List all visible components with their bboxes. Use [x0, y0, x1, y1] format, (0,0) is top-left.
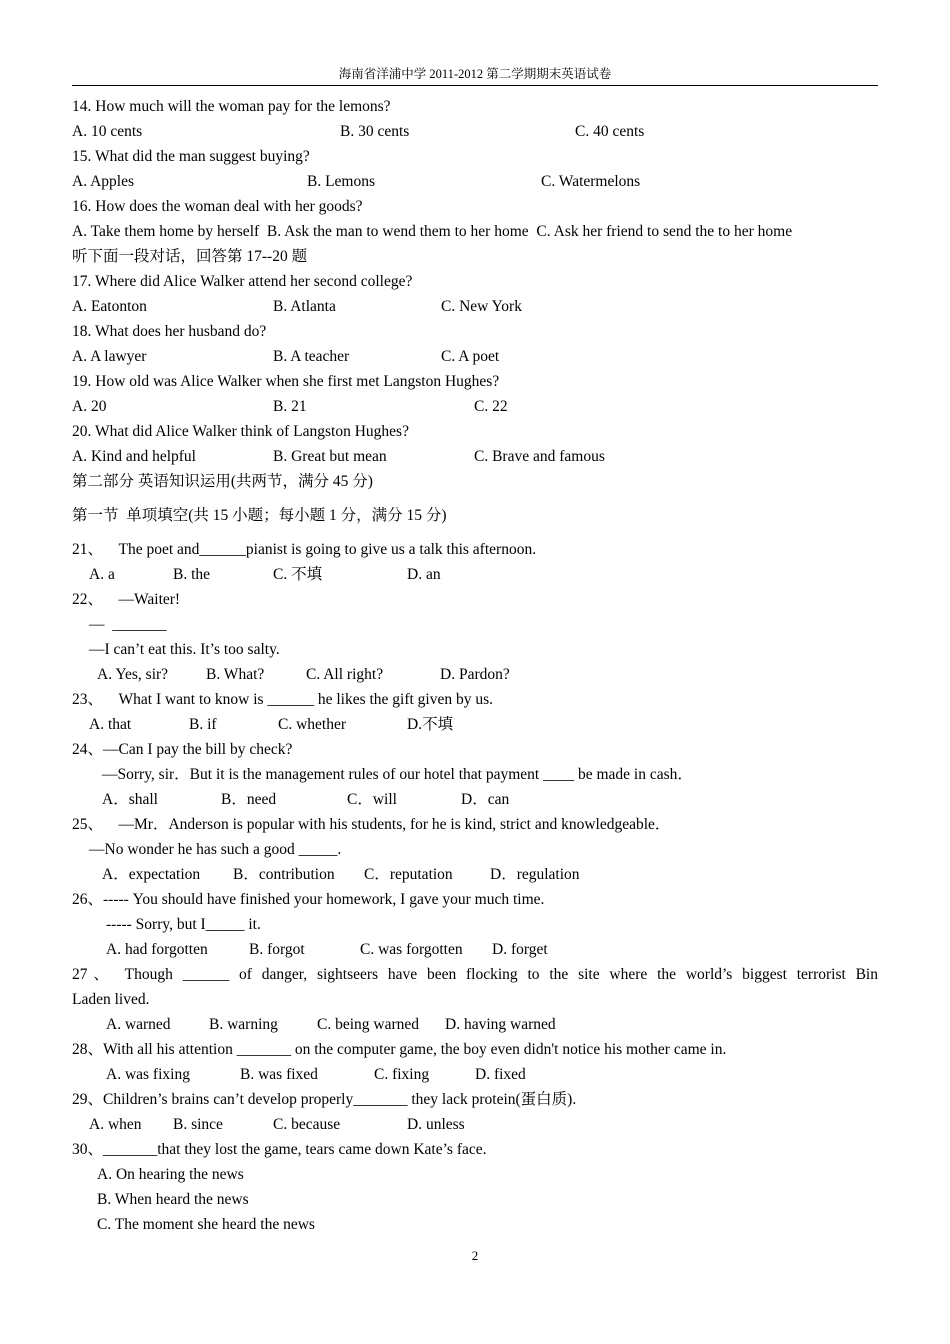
option-15a: A. Apples	[72, 173, 134, 190]
option-26b: B. forgot	[249, 941, 305, 958]
question-15: 15. What did the man suggest buying?	[72, 148, 310, 165]
option-24d: D．can	[461, 791, 510, 808]
header-rule	[72, 85, 878, 86]
question-20: 20. What did Alice Walker think of Langston Hughes?	[72, 423, 409, 440]
option-21c: C. 不填	[273, 566, 323, 583]
option-19c: C. 22	[474, 398, 508, 415]
question-22: 22、 —Waiter!	[72, 591, 181, 608]
option-23a: A. that	[89, 716, 132, 733]
page-number: 2	[471, 1248, 479, 1263]
option-27a: A. warned	[106, 1016, 171, 1033]
option-28d: D. fixed	[475, 1066, 526, 1083]
option-19b: B. 21	[273, 398, 307, 415]
option-29d: D. unless	[407, 1116, 465, 1133]
question-25: 25、 —Mr．Anderson is popular with his students, for he is kind, strict and knowledgeable．	[72, 816, 671, 833]
option-22b: B. What?	[206, 666, 265, 683]
option-22a: A. Yes, sir?	[97, 666, 169, 683]
option-18c: C. A poet	[441, 348, 500, 365]
option-20b: B. Great but mean	[273, 448, 387, 465]
option-20c: C. Brave and famous	[474, 448, 605, 465]
option-28c: C. fixing	[374, 1066, 430, 1083]
option-27c: C. being warned	[317, 1016, 420, 1033]
option-30b: B. When heard the news	[97, 1191, 249, 1208]
question-16: 16. How does the woman deal with her goods?	[72, 198, 363, 215]
option-29c: C. because	[273, 1116, 341, 1133]
option-25d: D．regulation	[490, 866, 580, 883]
option-24c: C．will	[347, 791, 397, 808]
option-29b: B. since	[173, 1116, 223, 1133]
option-17a: A. Eatonton	[72, 298, 147, 315]
option-14a: A. 10 cents	[72, 123, 143, 140]
question-24-reply: —Sorry, sir．But it is the management rules of our hotel that payment ____ be made in cash．	[102, 766, 693, 783]
question-22-blank: — _______	[89, 616, 167, 633]
option-23d: D.不填	[407, 716, 454, 733]
option-24b: B．need	[221, 791, 277, 808]
question-21: 21、 The poet and______pianist is going to give us a talk this afternoon.	[72, 541, 537, 558]
option-30a: A. On hearing the news	[97, 1166, 244, 1183]
option-29a: A. when	[89, 1116, 142, 1133]
question-19: 19. How old was Alice Walker when she first met Langston Hughes?	[72, 373, 500, 390]
option-26d: D. forget	[492, 941, 548, 958]
question-18: 18. What does her husband do?	[72, 323, 267, 340]
option-25c: C．reputation	[364, 866, 453, 883]
option-27d: D. having warned	[445, 1016, 556, 1033]
option-18b: B. A teacher	[273, 348, 350, 365]
question-26-reply: ----- Sorry, but I_____ it.	[106, 916, 261, 933]
question-27: 27、 Though ______ of danger, sightseers have been flocking to the site where the world’s biggest terrorist Bin	[72, 966, 878, 983]
section-one-heading: 第一节 单项填空(共 15 小题；每小题 1 分，满分 15 分)	[72, 507, 447, 524]
option-28b: B. was fixed	[240, 1066, 318, 1083]
option-21a: A. a	[89, 566, 115, 583]
question-14: 14. How much will the woman pay for the lemons?	[72, 98, 391, 115]
option-23b: B. if	[189, 716, 217, 733]
question-30: 30、_______that they lost the game, tears came down Kate’s face.	[72, 1141, 487, 1158]
question-23: 23、 What I want to know is ______ he likes the gift given by us.	[72, 691, 494, 708]
option-25a: A．expectation	[102, 866, 201, 883]
option-30c: C. The moment she heard the news	[97, 1216, 315, 1233]
option-14c: C. 40 cents	[575, 123, 645, 140]
option-28a: A. was fixing	[106, 1066, 190, 1083]
option-20a: A. Kind and helpful	[72, 448, 196, 465]
option-26a: A. had forgotten	[106, 941, 208, 958]
option-21d: D. an	[407, 566, 441, 583]
question-24: 24、—Can I pay the bill by check?	[72, 741, 293, 758]
option-15b: B. Lemons	[307, 173, 376, 190]
option-26c: C. was forgotten	[360, 941, 463, 958]
option-21b: B. the	[173, 566, 211, 583]
page-header: 海南省洋浦中学 2011-2012 第二学期期末英语试卷	[338, 67, 612, 81]
option-23c: C. whether	[278, 716, 347, 733]
option-17b: B. Atlanta	[273, 298, 336, 315]
option-25b: B．contribution	[233, 866, 335, 883]
option-18a: A. A lawyer	[72, 348, 147, 365]
option-24a: A．shall	[102, 791, 158, 808]
question-22-reply: —I can’t eat this. It’s too salty.	[89, 641, 280, 658]
option-14b: B. 30 cents	[340, 123, 410, 140]
part-two-heading: 第二部分 英语知识运用(共两节，满分 45 分)	[72, 473, 373, 490]
option-22d: D. Pardon?	[440, 666, 510, 683]
question-27-continued: Laden lived.	[72, 991, 150, 1008]
option-17c: C. New York	[441, 298, 522, 315]
listening-instruction: 听下面一段对话，回答第 17--20 题	[72, 248, 308, 265]
question-26: 26、----- You should have finished your homework, I gave your much time.	[72, 891, 545, 908]
option-15c: C. Watermelons	[541, 173, 641, 190]
question-28: 28、With all his attention _______ on the computer game, the boy even didn't notice his mother came in.	[72, 1041, 727, 1058]
question-17: 17. Where did Alice Walker attend her second college?	[72, 273, 413, 290]
option-27b: B. warning	[209, 1016, 278, 1033]
option-19a: A. 20	[72, 398, 107, 415]
option-22c: C. All right?	[306, 666, 384, 683]
question-29: 29、Children’s brains can’t develop properly_______ they lack protein(蛋白质).	[72, 1091, 577, 1108]
question-25-reply: —No wonder he has such a good _____.	[89, 841, 342, 858]
options-16: A. Take them home by herself B. Ask the man to wend them to her home C. Ask her friend to send the to her home	[72, 223, 793, 240]
